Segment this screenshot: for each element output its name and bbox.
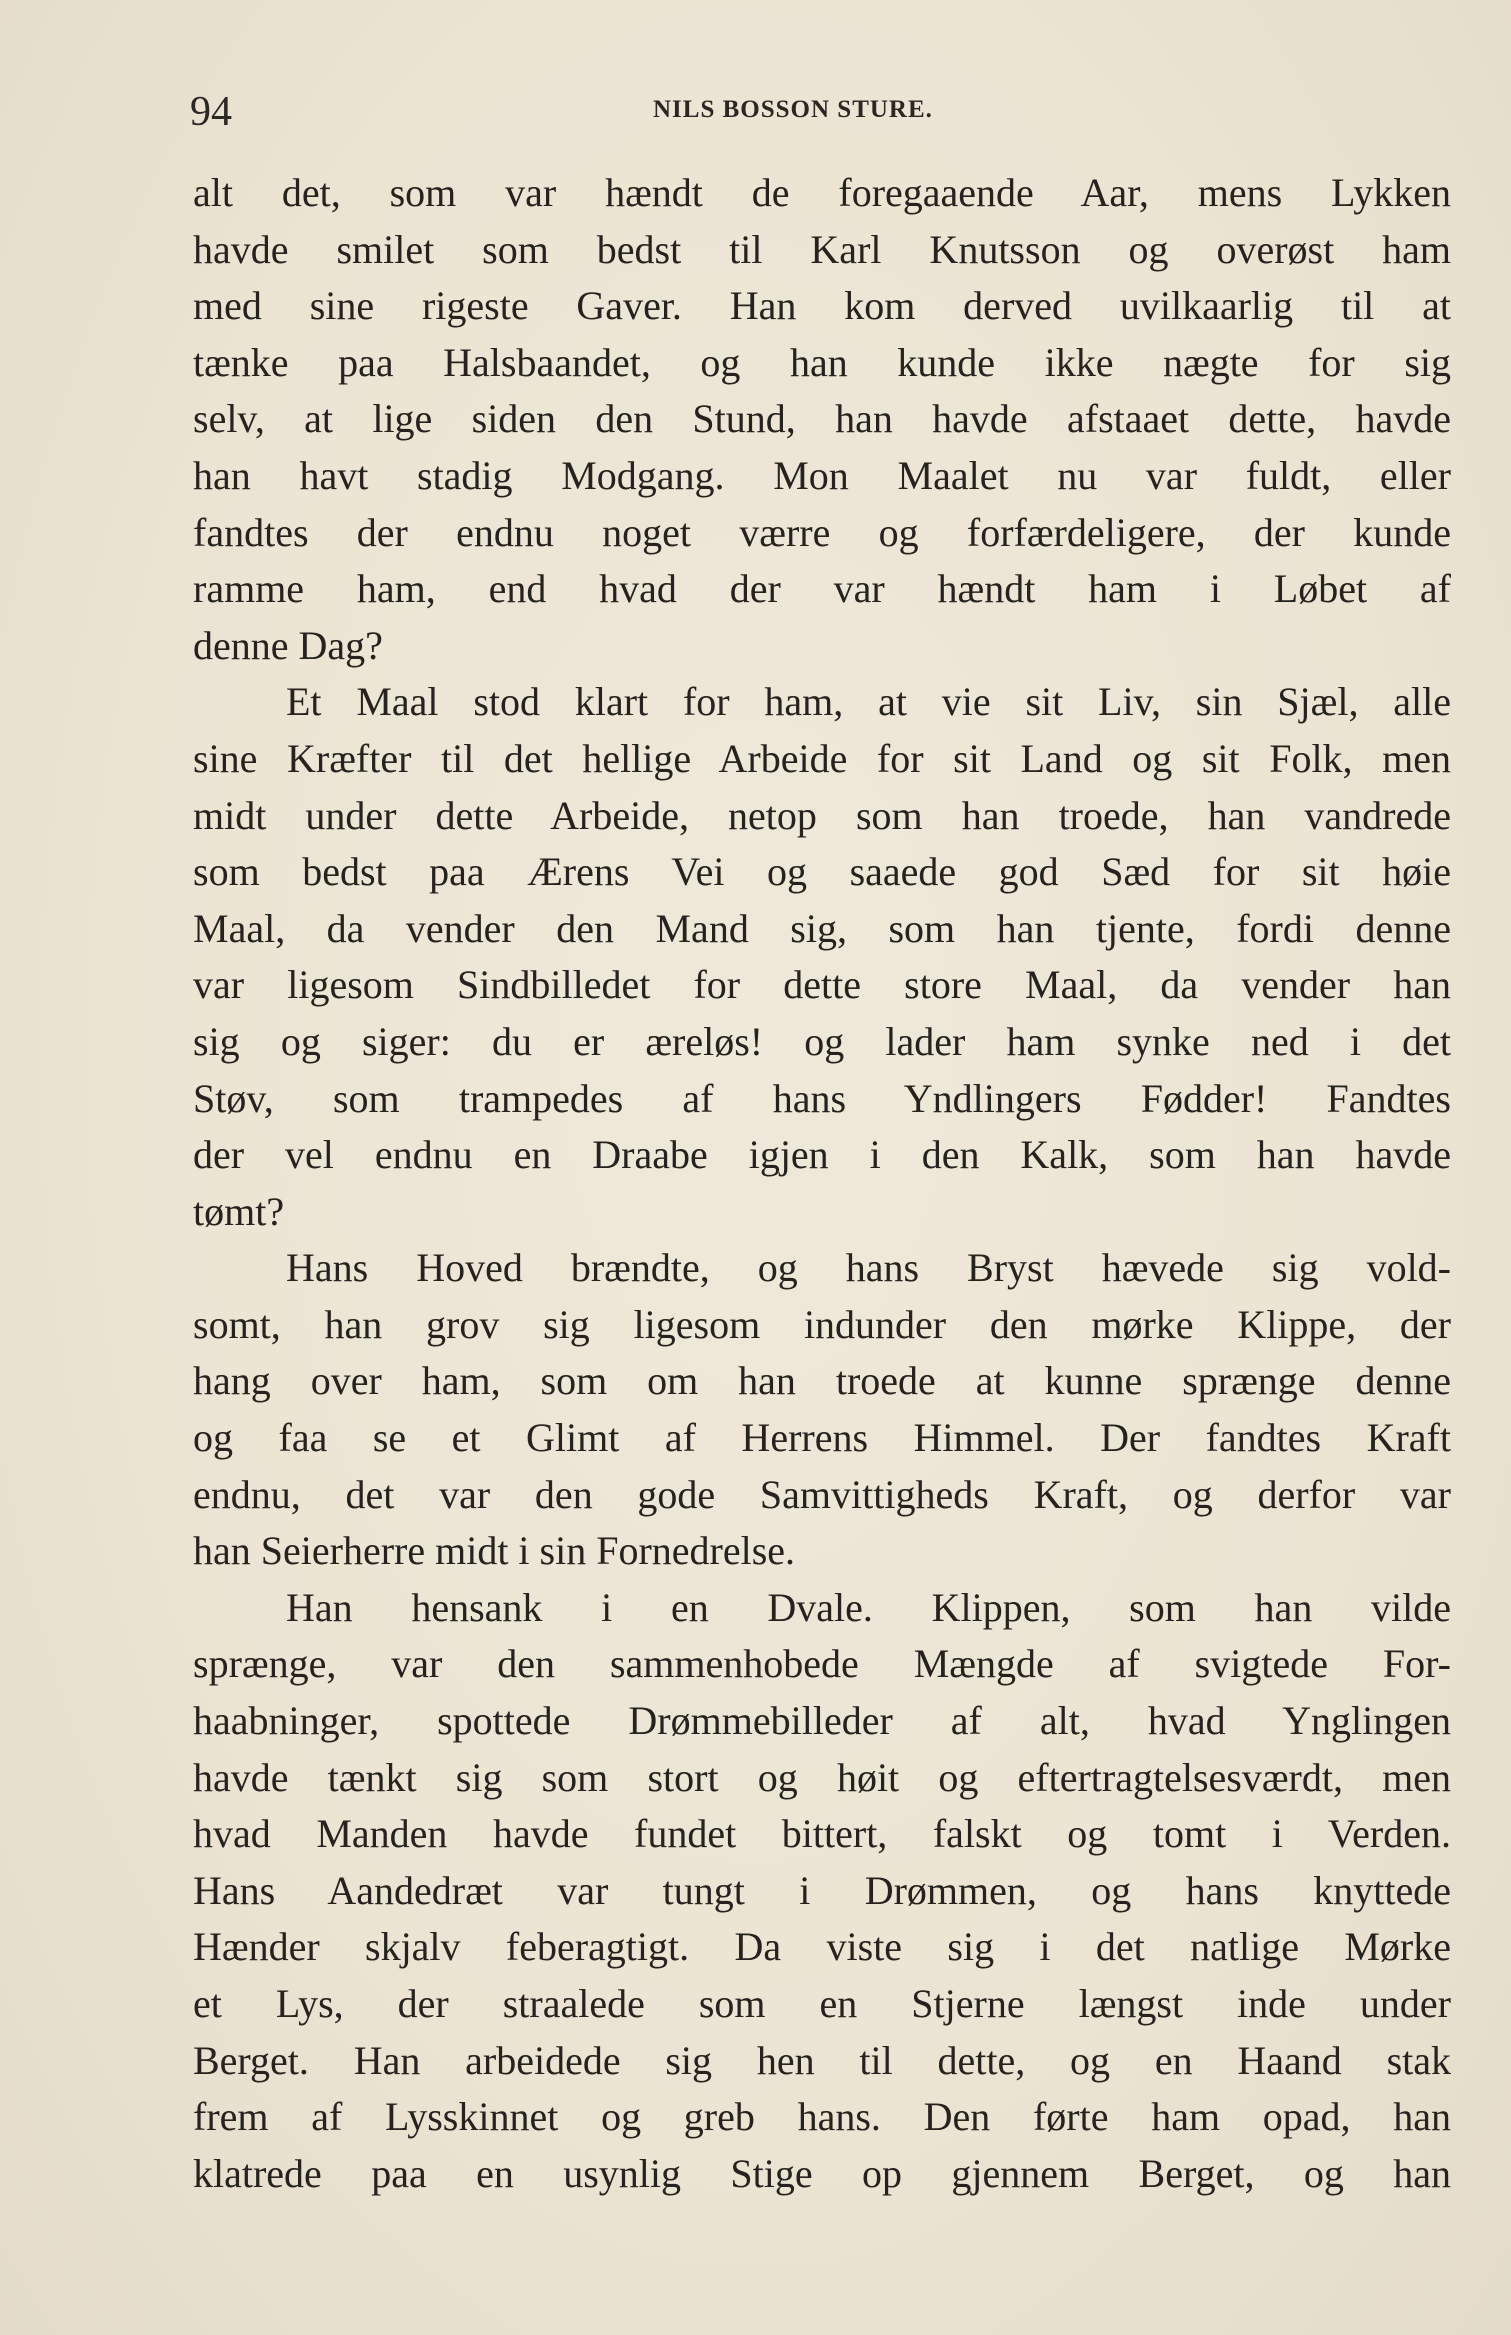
text-line: han Seierherre midt i sin Fornedrelse. xyxy=(193,1528,796,1574)
text-line: denne Dag? xyxy=(193,622,383,668)
text-line: fandtes der endnu noget værre og forfærdeligere, der kunde xyxy=(193,509,1451,555)
text-line: endnu, det var den gode Samvittigheds Kraft, og derfor var xyxy=(193,1471,1451,1517)
text-line: hvad Manden havde fundet bittert, falskt og tomt i Verden. xyxy=(193,1811,1451,1857)
text-line: Et Maal stod klart for ham, at vie sit Liv, sin Sjæl, alle xyxy=(286,679,1451,725)
text-line: Hænder skjalv feberagtigt. Da viste sig i det natlige Mørke xyxy=(193,1924,1451,1970)
text-line: med sine rigeste Gaver. Han kom derved uvilkaarlig til at xyxy=(193,283,1451,329)
text-line: haabninger, spottede Drømmebilleder af alt, hvad Ynglingen xyxy=(193,1698,1451,1744)
text-line: sig og siger: du er æreløs! og lader ham synke ned i det xyxy=(193,1018,1451,1064)
text-line: et Lys, der straalede som en Stjerne længst inde under xyxy=(193,1981,1451,2026)
text-line: midt under dette Arbeide, netop som han troede, han vandrede xyxy=(193,792,1451,838)
paragraph xyxy=(193,1240,1451,1580)
text-line: sprænge, var den sammenhobede Mængde af svigtede For- xyxy=(193,1641,1451,1687)
text-line: hang over ham, som om han troede at kunne sprænge denne xyxy=(193,1358,1451,1404)
text-line: havde tænkt sig som stort og høit og eftertragtelsesværdt, men xyxy=(193,1754,1451,1800)
page-number: 94 xyxy=(190,89,232,135)
text-line: Berget. Han arbeidede sig hen til dette, og en Haand stak xyxy=(193,2037,1451,2083)
paragraph xyxy=(193,165,1451,674)
paragraph xyxy=(193,1580,1451,2203)
text-line: somt, han grov sig ligesom indunder den mørke Klippe, der xyxy=(193,1301,1451,1347)
text-line: Støv, som trampedes af hans Yndlingers Fødder! Fandtes xyxy=(193,1075,1451,1121)
text-line: ramme ham, end hvad der var hændt ham i Løbet af xyxy=(193,566,1451,612)
text-line: Han hensank i en Dvale. Klippen, som han vilde xyxy=(286,1584,1451,1630)
text-line: Maal, da vender den Mand sig, som han tjente, fordi denne xyxy=(193,905,1451,951)
text-line: som bedst paa Ærens Vei og saaede god Sæd for sit høie xyxy=(193,849,1451,895)
running-head: NILS BOSSON STURE. xyxy=(653,96,933,123)
text-line: og faa se et Glimt af Herrens Himmel. Der fandtes Kraft xyxy=(193,1415,1451,1461)
text-line: var ligesom Sindbilledet for dette store Maal, da vender han xyxy=(193,962,1451,1008)
text-line: tænke paa Halsbaandet, og han kunde ikke nægte for sig xyxy=(193,339,1451,385)
text-line: Hans Aandedræt var tungt i Drømmen, og hans knyttede xyxy=(193,1867,1451,1913)
body-text xyxy=(193,165,1451,2202)
text-line: han havt stadig Modgang. Mon Maalet nu var fuldt, eller xyxy=(193,452,1451,498)
text-line: klatrede paa en usynlig Stige op gjennem Berget, og han xyxy=(193,2150,1451,2196)
text-line: alt det, som var hændt de foregaaende Aar, mens Lykken xyxy=(193,170,1451,215)
text-line: havde smilet som bedst til Karl Knutsson og overøst ham xyxy=(193,226,1451,272)
text-line: tømt? xyxy=(193,1188,285,1234)
text-line: der vel endnu en Draabe igjen i den Kalk, som han havde xyxy=(193,1132,1451,1178)
page-header xyxy=(190,88,1450,138)
paragraph xyxy=(193,674,1451,1240)
text-line: selv, at lige siden den Stund, han havde afstaaet dette, havde xyxy=(193,396,1451,442)
text-line: sine Kræfter til det hellige Arbeide for sit Land og sit Folk, men xyxy=(193,735,1451,781)
text-line: frem af Lysskinnet og greb hans. Den førte ham opad, han xyxy=(193,2094,1451,2140)
text-line: Hans Hoved brændte, og hans Bryst hævede sig vold- xyxy=(286,1245,1451,1291)
